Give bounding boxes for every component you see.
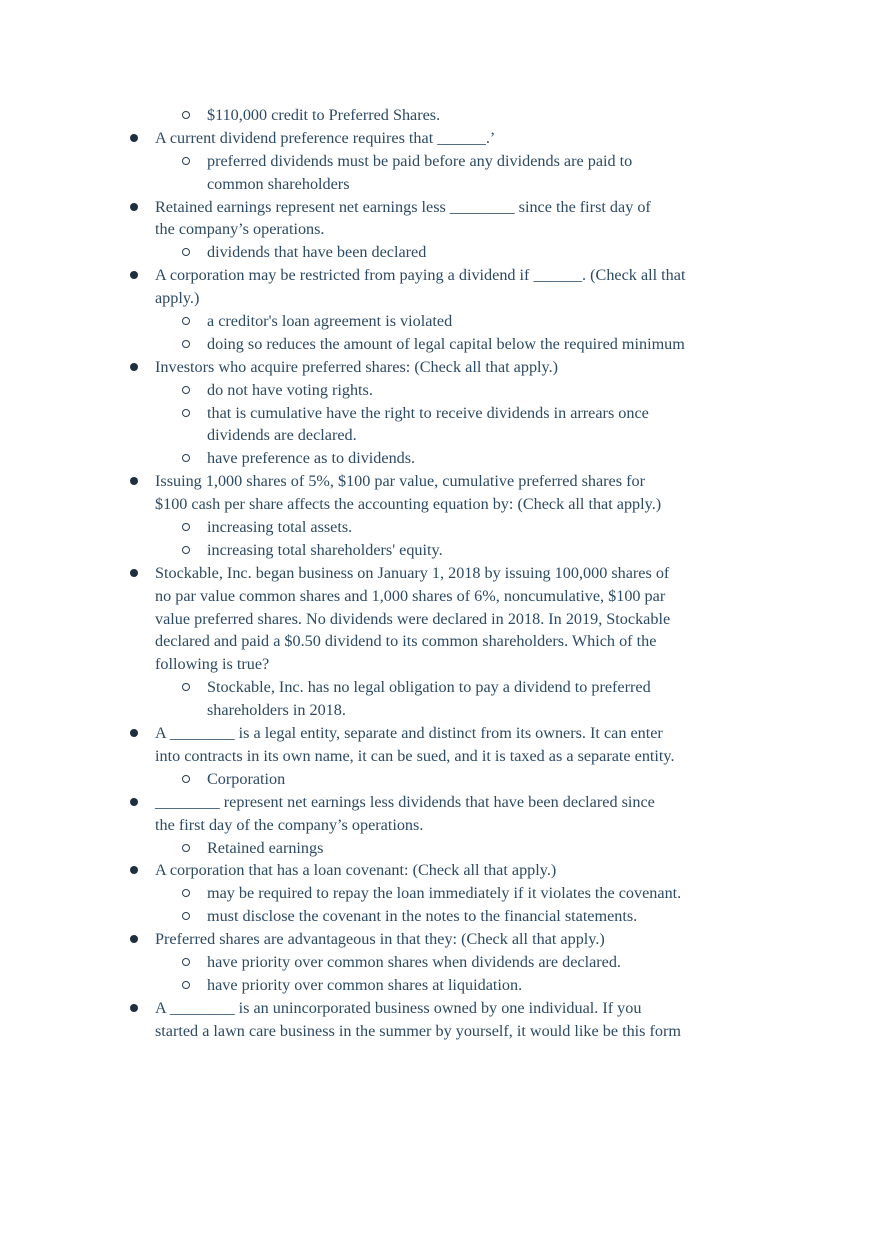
line-text: have priority over common shares at liquidation.	[207, 975, 523, 994]
answer-item	[0, 150, 880, 173]
answer-item	[0, 951, 880, 974]
question-item-continuation	[0, 493, 880, 516]
line-text: value preferred shares. No dividends were declared in 2018. In 2019, Stockable	[155, 609, 671, 628]
line-text: into contracts in its own name, it can be sued, and it is taxed as a separate entity.	[155, 746, 675, 765]
answer-item	[0, 837, 880, 860]
answer-item-continuation	[0, 699, 880, 722]
line-text: increasing total shareholders' equity.	[207, 540, 443, 559]
question-item	[0, 997, 880, 1020]
line-text: A corporation may be restricted from paying a dividend if ______. (Check all that	[155, 266, 686, 285]
line-text: apply.)	[155, 289, 200, 308]
hollow-circle-bullet-icon	[182, 317, 190, 325]
line-text: started a lawn care business in the summer by yourself, it would like be this form	[155, 1021, 681, 1040]
answer-item	[0, 539, 880, 562]
line-text: that is cumulative have the right to receive dividends in arrears once	[207, 403, 649, 422]
hollow-circle-bullet-icon	[182, 958, 190, 966]
question-item	[0, 470, 880, 493]
filled-bullet-icon	[130, 569, 138, 577]
line-text: A ________ is a legal entity, separate and distinct from its owners. It can enter	[155, 724, 663, 743]
answer-item	[0, 676, 880, 699]
line-text: ________ represent net earnings less dividends that have been declared since	[155, 792, 655, 811]
line-text: no par value common shares and 1,000 shares of 6%, noncumulative, $100 par	[155, 586, 666, 605]
line-text: Retained earnings represent net earnings less ________ since the first day of	[155, 197, 651, 216]
filled-bullet-icon	[130, 203, 138, 211]
line-text: have preference as to dividends.	[207, 449, 416, 468]
line-text: A current dividend preference requires that ______.’	[155, 128, 496, 147]
line-text: Retained earnings	[207, 838, 324, 857]
question-item	[0, 127, 880, 150]
hollow-circle-bullet-icon	[182, 409, 190, 417]
answer-item	[0, 447, 880, 470]
line-text: have priority over common shares when dividends are declared.	[207, 952, 621, 971]
line-text: Investors who acquire preferred shares: (Check all that apply.)	[155, 357, 559, 376]
hollow-circle-bullet-icon	[182, 546, 190, 554]
hollow-circle-bullet-icon	[182, 454, 190, 462]
hollow-circle-bullet-icon	[182, 889, 190, 897]
line-text: $110,000 credit to Preferred Shares.	[207, 106, 441, 124]
filled-bullet-icon	[130, 1004, 138, 1012]
hollow-circle-bullet-icon	[182, 111, 190, 119]
line-text: shareholders in 2018.	[207, 701, 346, 720]
filled-bullet-icon	[130, 363, 138, 371]
filled-bullet-icon	[130, 935, 138, 943]
line-text: do not have voting rights.	[207, 380, 373, 399]
line-text: A ________ is an unincorporated business owned by one individual. If you	[155, 998, 642, 1017]
answer-item	[0, 333, 880, 356]
line-text: doing so reduces the amount of legal capital below the required minimum	[207, 334, 685, 353]
answer-item-continuation	[0, 424, 880, 447]
hollow-circle-bullet-icon	[182, 981, 190, 989]
hollow-circle-bullet-icon	[182, 844, 190, 852]
question-item-continuation	[0, 653, 880, 676]
answer-item	[0, 905, 880, 928]
question-item	[0, 791, 880, 814]
filled-bullet-icon	[130, 729, 138, 737]
question-item-continuation	[0, 585, 880, 608]
line-text: declared and paid a $0.50 dividend to its common shareholders. Which of the	[155, 632, 657, 651]
question-item	[0, 264, 880, 287]
answer-item	[0, 104, 880, 127]
line-text: the company’s operations.	[155, 220, 325, 239]
line-text: the first day of the company’s operations.	[155, 815, 424, 834]
question-item	[0, 196, 880, 219]
answer-item-continuation	[0, 173, 880, 196]
question-item-continuation	[0, 745, 880, 768]
question-item-continuation	[0, 287, 880, 310]
question-item	[0, 722, 880, 745]
question-item	[0, 356, 880, 379]
hollow-circle-bullet-icon	[182, 912, 190, 920]
filled-bullet-icon	[130, 477, 138, 485]
question-item	[0, 859, 880, 882]
line-text: Stockable, Inc. has no legal obligation to pay a dividend to preferred	[207, 678, 651, 697]
answer-item	[0, 310, 880, 333]
question-item-continuation	[0, 608, 880, 631]
document-body	[0, 104, 880, 1043]
line-text: A corporation that has a loan covenant: (Check all that apply.)	[155, 861, 557, 880]
line-text: a creditor's loan agreement is violated	[207, 312, 453, 331]
question-item	[0, 928, 880, 951]
answer-item	[0, 402, 880, 425]
question-item-continuation	[0, 1020, 880, 1043]
line-text: following is true?	[155, 655, 270, 674]
line-text: Corporation	[207, 769, 286, 788]
question-item-continuation	[0, 218, 880, 241]
line-text: dividends are declared.	[207, 426, 357, 445]
answer-item	[0, 379, 880, 402]
line-text: increasing total assets.	[207, 518, 353, 537]
answer-item	[0, 241, 880, 264]
hollow-circle-bullet-icon	[182, 775, 190, 783]
line-text: preferred dividends must be paid before any dividends are paid to	[207, 151, 633, 170]
line-text: Preferred shares are advantageous in that they: (Check all that apply.)	[155, 930, 605, 949]
hollow-circle-bullet-icon	[182, 157, 190, 165]
line-text: common shareholders	[207, 174, 350, 193]
line-text: may be required to repay the loan immediately if it violates the covenant.	[207, 884, 682, 903]
answer-item	[0, 768, 880, 791]
filled-bullet-icon	[130, 134, 138, 142]
line-text: dividends that have been declared	[207, 243, 427, 262]
hollow-circle-bullet-icon	[182, 523, 190, 531]
line-text: $100 cash per share affects the accounting equation by: (Check all that apply.)	[155, 495, 662, 514]
question-item-continuation	[0, 814, 880, 837]
filled-bullet-icon	[130, 866, 138, 874]
hollow-circle-bullet-icon	[182, 683, 190, 691]
question-item-continuation	[0, 630, 880, 653]
answer-item	[0, 882, 880, 905]
answer-item	[0, 516, 880, 539]
line-text: Issuing 1,000 shares of 5%, $100 par value, cumulative preferred shares for	[155, 472, 645, 491]
question-item	[0, 562, 880, 585]
line-text: must disclose the covenant in the notes to the financial statements.	[207, 907, 638, 926]
hollow-circle-bullet-icon	[182, 340, 190, 348]
hollow-circle-bullet-icon	[182, 248, 190, 256]
hollow-circle-bullet-icon	[182, 386, 190, 394]
line-text: Stockable, Inc. began business on January 1, 2018 by issuing 100,000 shares of	[155, 563, 670, 582]
answer-item	[0, 974, 880, 997]
filled-bullet-icon	[130, 798, 138, 806]
filled-bullet-icon	[130, 271, 138, 279]
